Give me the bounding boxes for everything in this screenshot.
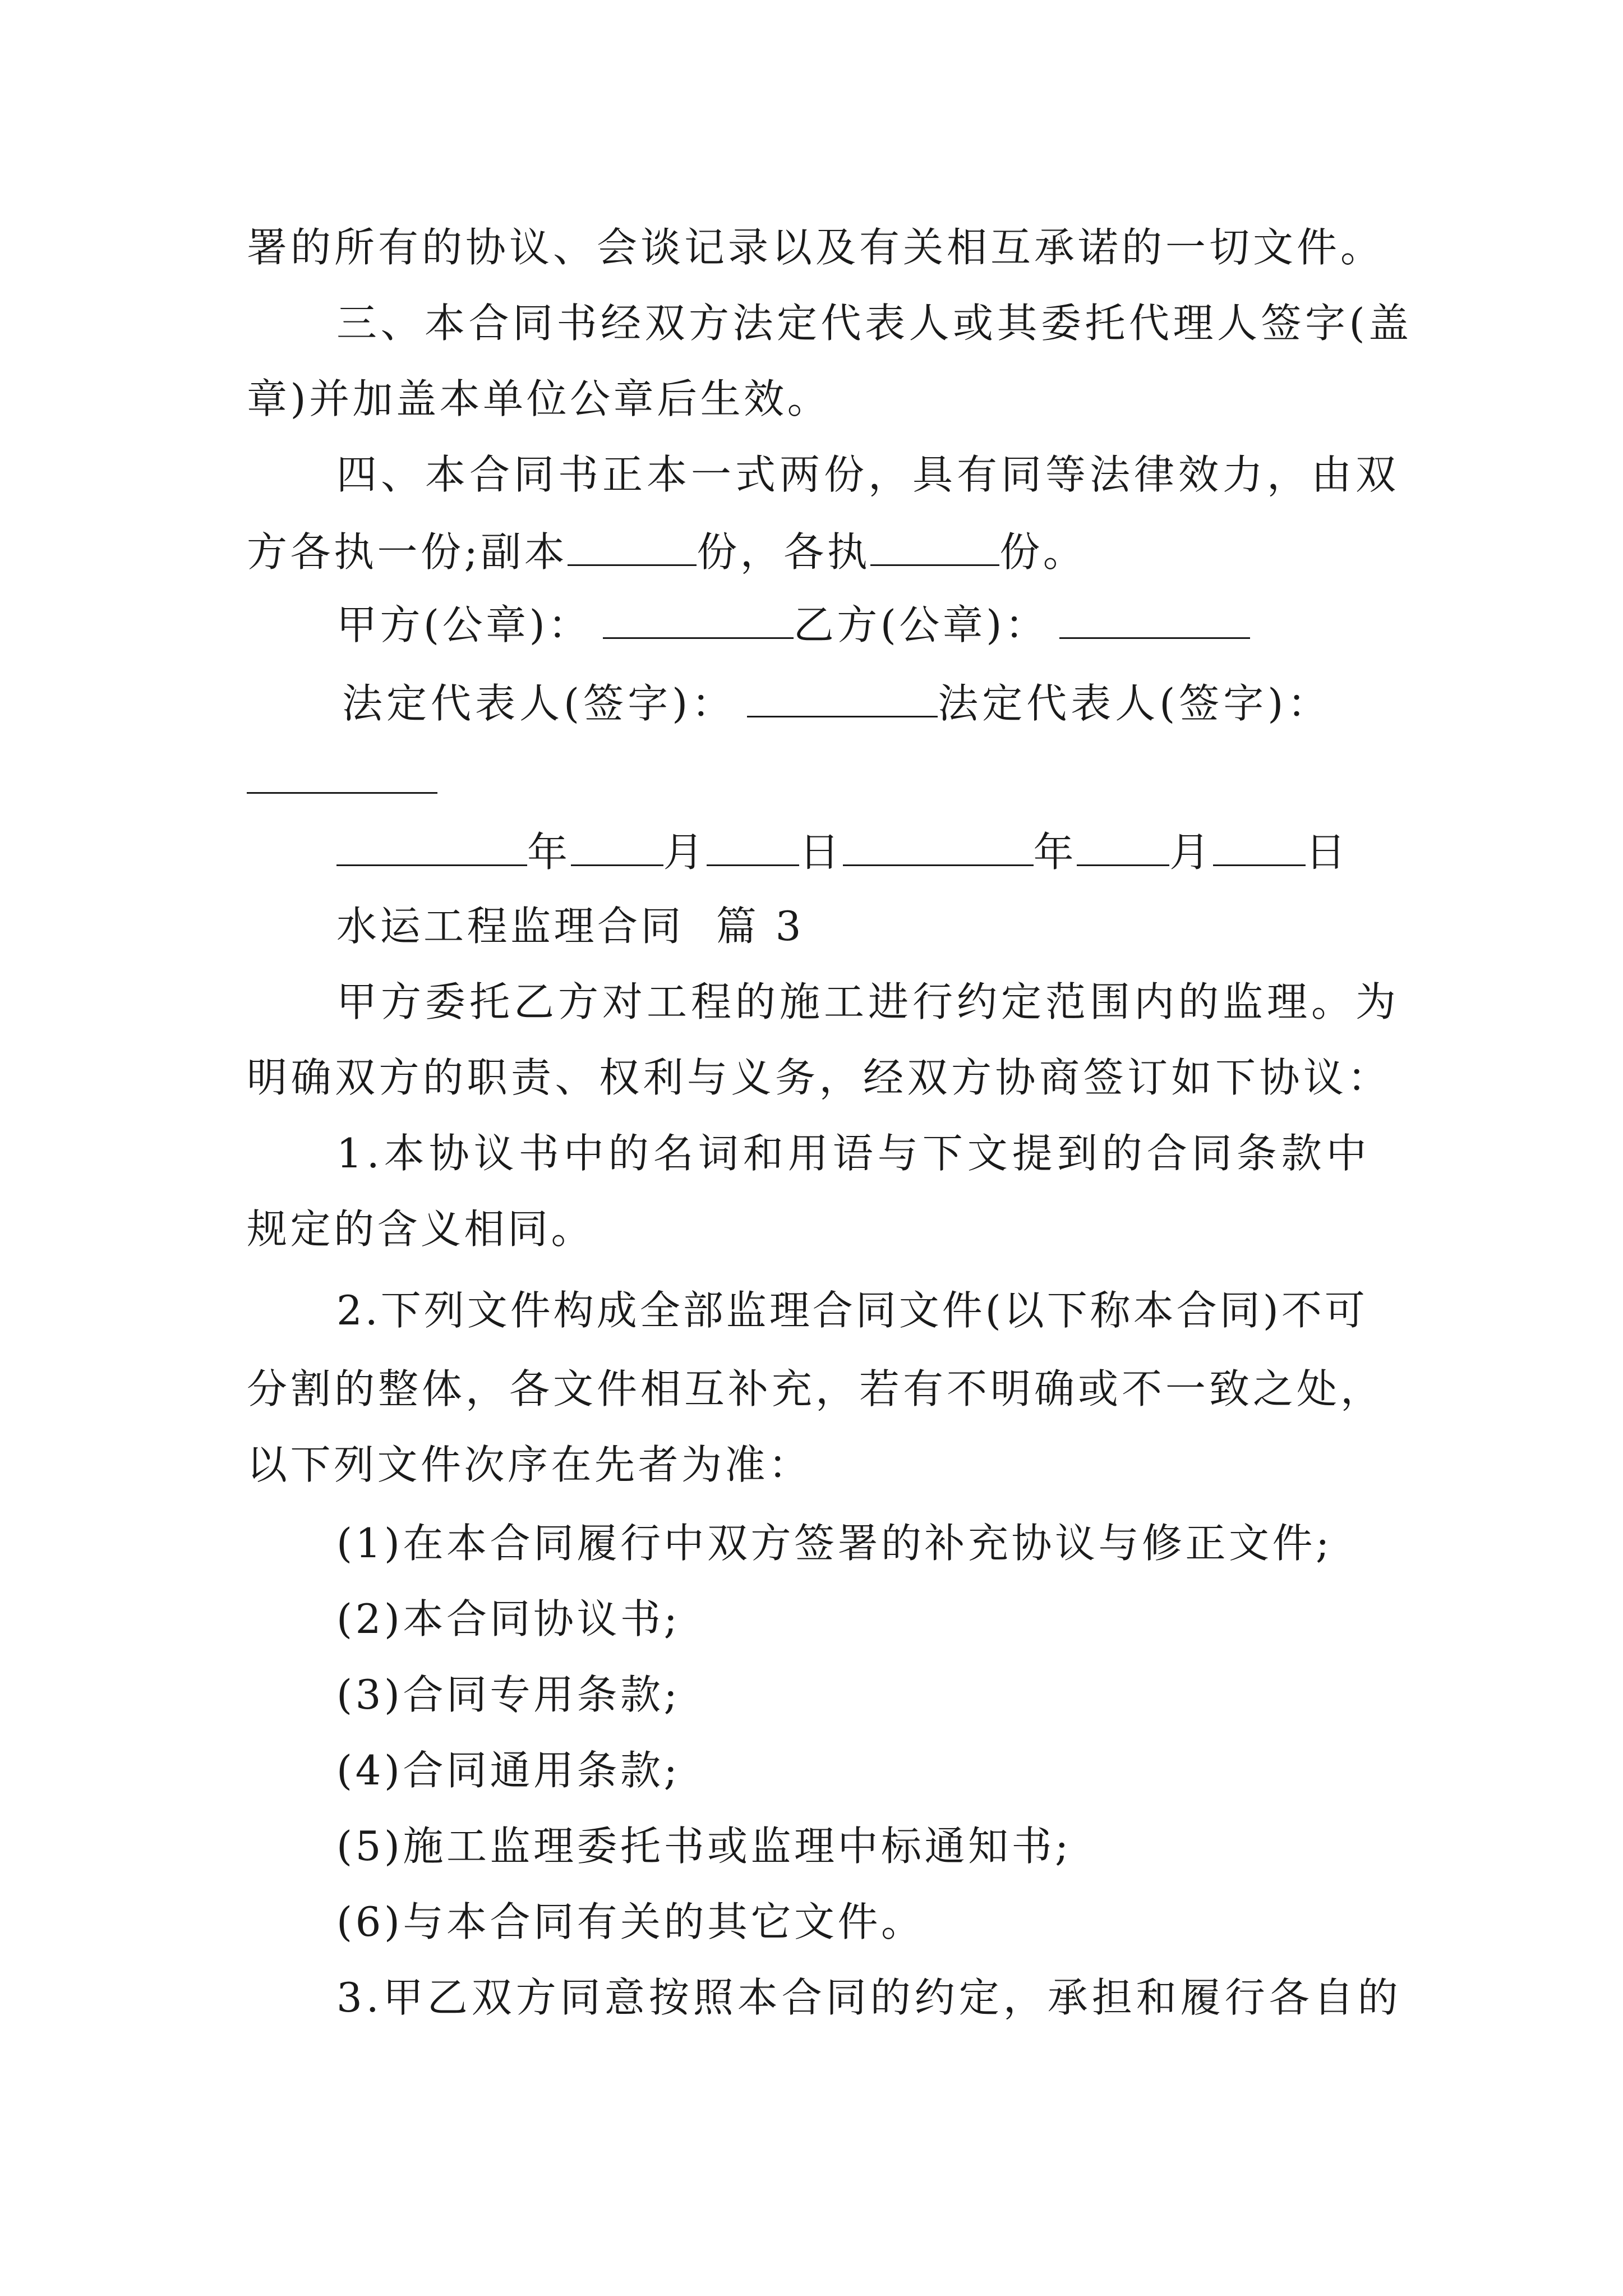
party-b-seal-label: 乙方(公章)： — [793, 601, 1049, 649]
party-a-day-blank — [707, 830, 799, 866]
party-a-seal-blank — [603, 603, 794, 639]
copies-text-2: 份，各执 — [697, 528, 871, 576]
item-three-line-1: 3.甲乙双方同意按照本合同的约定，承担和履行各自的 — [336, 1974, 1402, 2021]
item-two-line-3: 以下列文件次序在先者为准： — [247, 1441, 812, 1488]
copies-text-1: 方各执一份;副本 — [247, 528, 568, 576]
party-b-representative-label: 法定代表人(签字)： — [938, 680, 1332, 728]
seal-line — [336, 601, 1250, 649]
party-a-representative-blank — [747, 682, 938, 717]
intro-line-2: 明确双方的职责、权利与义务，经双方协商签订如下协议： — [247, 1054, 1392, 1101]
date-line — [336, 829, 1349, 876]
party-b-year-blank — [843, 830, 1034, 866]
party-b-representative-blank — [247, 792, 437, 794]
party-b-year-label: 年 — [1033, 829, 1077, 876]
party-b-month-blank — [1077, 830, 1169, 866]
list-item-4: (4)合同通用条款; — [336, 1747, 681, 1794]
each-holds-blank — [870, 530, 999, 566]
intro-line-1: 甲方委托乙方对工程的施工进行约定范围内的监理。为 — [336, 978, 1400, 1025]
party-a-month-label: 月 — [663, 829, 707, 876]
item-two-line-2: 分割的整体，各文件相互补充，若有不明确或不一致之处， — [247, 1365, 1385, 1412]
list-item-6: (6)与本合同有关的其它文件。 — [336, 1898, 925, 1945]
representative-line — [342, 680, 1332, 728]
party-a-seal-label: 甲方(公章)： — [336, 601, 592, 649]
clause-three-line-2: 章)并加盖本单位公章后生效。 — [247, 375, 831, 422]
clause-three-line-1: 三、本合同书经双方法定代表人或其委托代理人签字(盖 — [336, 300, 1413, 347]
party-a-year-label: 年 — [527, 829, 571, 876]
party-b-day-label: 日 — [1305, 829, 1349, 876]
clause-four-line-2 — [247, 528, 1087, 576]
paragraph-line-1: 署的所有的协议、会谈记录以及有关相互承诺的一切文件。 — [247, 224, 1385, 271]
party-a-representative-label: 法定代表人(签字)： — [342, 680, 736, 728]
clause-four-line-1: 四、本合同书正本一式两份，具有同等法律效力，由双 — [336, 451, 1400, 498]
party-a-year-blank — [336, 830, 527, 866]
list-item-1: (1)在本合同履行中双方签署的补充协议与修正文件; — [336, 1520, 1332, 1567]
copies-count-blank — [568, 530, 697, 566]
copies-text-3: 份。 — [999, 528, 1087, 576]
party-b-day-blank — [1213, 830, 1306, 866]
party-a-day-label: 日 — [799, 829, 843, 876]
party-a-month-blank — [571, 830, 663, 866]
party-b-month-label: 月 — [1169, 829, 1213, 876]
list-item-5: (5)施工监理委托书或监理中标通知书; — [336, 1823, 1072, 1870]
section-heading: 水运工程监理合同 篇 3 — [336, 903, 804, 950]
item-one-line-2: 规定的含义相同。 — [247, 1205, 595, 1253]
party-b-seal-blank — [1059, 603, 1250, 639]
item-one-line-1: 1.本协议书中的名词和用语与下文提到的合同条款中 — [336, 1130, 1371, 1177]
list-item-3: (3)合同专用条款; — [336, 1671, 681, 1718]
item-two-line-1: 2.下列文件构成全部监理合同文件(以下称本合同)不可 — [336, 1287, 1368, 1334]
list-item-2: (2)本合同协议书; — [336, 1595, 681, 1642]
